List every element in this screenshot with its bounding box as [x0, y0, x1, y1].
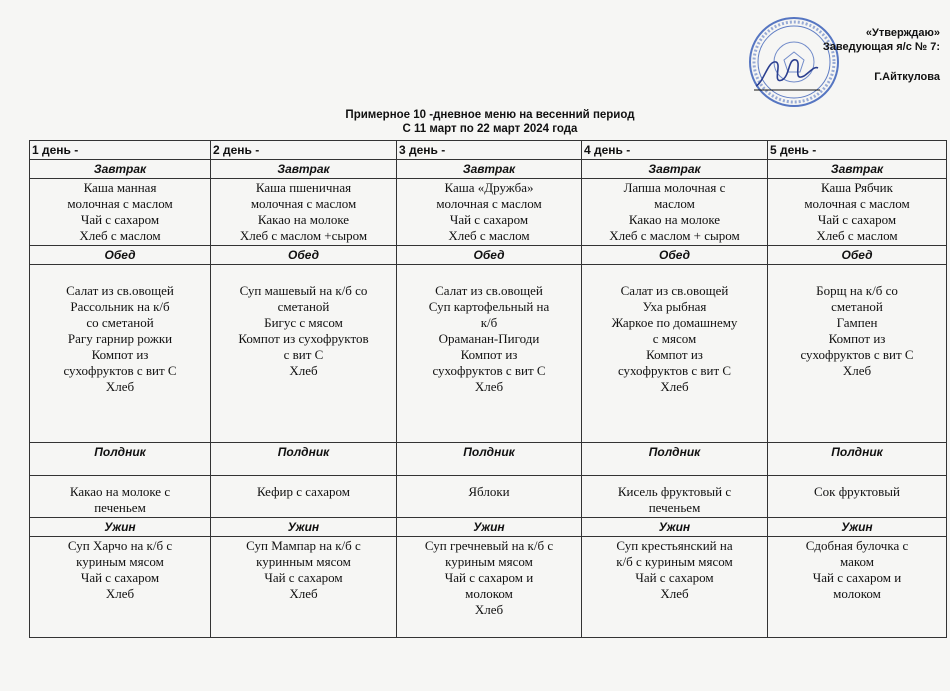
approval-line-1: «Утверждаю»: [865, 27, 940, 39]
dish-line: Хлеб с маслом: [79, 228, 161, 243]
dish-line: Хлеб с маслом: [448, 228, 530, 243]
dish-line: Рассольник на к/б: [70, 299, 170, 314]
dish-line: Яблоки: [468, 484, 510, 499]
day-header: 4 день -: [582, 141, 768, 160]
menu-cell: [582, 537, 768, 638]
menu-cell: [582, 476, 768, 518]
dish-line: Хлеб: [105, 379, 135, 394]
menu-cell: [582, 265, 768, 443]
dish-line: Хлеб: [474, 602, 504, 617]
menu-cell: [768, 537, 947, 638]
dish-line: Жаркое по домашнему: [611, 315, 738, 330]
dish-line: со сметаной: [86, 315, 154, 330]
dish-line: Какао на молоке с: [69, 484, 171, 499]
dish-line: Хлеб: [289, 363, 318, 378]
dish-line: к/б с куриным мясом: [616, 554, 733, 569]
dish-line: Суп крестьянский на: [616, 538, 733, 553]
meal-label: Ужин: [397, 518, 582, 537]
menu-cell: [397, 537, 582, 638]
dishes-row-poldnik: [30, 476, 947, 518]
dish-line: молоком: [833, 586, 881, 601]
dish-line: молочная с маслом: [804, 196, 910, 211]
dish-line: Рагу гарнир рожки: [67, 331, 173, 346]
dish-line: Сок фруктовый: [814, 484, 900, 499]
dish-line: Чай с сахаром: [817, 212, 897, 227]
menu-cell: [30, 265, 211, 443]
menu-cell: [768, 476, 947, 518]
meal-label: Полдник: [30, 443, 211, 476]
meal-label: Обед: [397, 246, 582, 265]
dish-line: Лапша молочная с: [623, 180, 726, 195]
meal-label: Полдник: [768, 443, 947, 476]
dish-line: Хлеб: [105, 586, 135, 601]
dish-line: Каша «Дружба»: [444, 180, 534, 195]
menu-cell: [211, 476, 397, 518]
menu-cell: [211, 265, 397, 443]
dish-line: Кисель фруктовый с: [617, 484, 732, 499]
dish-line: Салат из св.овощей: [435, 283, 543, 298]
meal-label: Ужин: [582, 518, 768, 537]
meal-row-uzhin: [30, 518, 947, 537]
dish-line: сухофруктов с вит С: [617, 363, 732, 378]
dish-line: Кефир с сахаром: [256, 484, 351, 499]
title-line-2: С 11 март по 22 март 2024 года: [402, 123, 578, 135]
dish-line: Компот из: [646, 347, 703, 362]
dish-line: Салат из св.овощей: [620, 283, 729, 298]
dish-line: Чай с сахаром: [449, 212, 529, 227]
dish-line: Чай с сахаром и: [812, 570, 902, 585]
title-line-1: Примерное 10 -дневное меню на весенний период: [345, 109, 635, 121]
dish-line: куриным мясом: [76, 554, 164, 569]
menu-cell: [211, 179, 397, 246]
dish-line: Каша Рябчик: [821, 180, 893, 195]
meal-label: Завтрак: [211, 160, 397, 179]
meal-label: Полдник: [582, 443, 768, 476]
dish-line: молочная с маслом: [250, 196, 357, 211]
dish-line: Какао на молоке: [628, 212, 721, 227]
dish-line: Компот из: [91, 347, 149, 362]
dish-line: Каша манная: [83, 180, 157, 195]
dish-line: Хлеб: [660, 379, 689, 394]
document-title: [260, 108, 720, 136]
dish-line: сметаной: [831, 299, 883, 314]
meal-label: Завтрак: [30, 160, 211, 179]
dish-line: с мясом: [652, 331, 697, 346]
meal-label: Полдник: [397, 443, 582, 476]
dish-line: Салат из св.овощей: [66, 283, 174, 298]
dish-line: Хлеб: [289, 586, 318, 601]
dish-line: Каша пшеничная: [255, 180, 352, 195]
dish-line: Компот из сухофруктов: [238, 331, 369, 346]
dish-line: Бигус с мясом: [264, 315, 343, 330]
meal-label: Ужин: [211, 518, 397, 537]
dishes-row-obed: [30, 265, 947, 443]
days-row: [30, 141, 947, 160]
dish-line: Хлеб с маслом: [816, 228, 898, 243]
approval-line-2: Заведующая я/с № 7:: [822, 41, 940, 53]
dish-line: Гампен: [836, 315, 878, 330]
dish-line: Борщ на к/б со: [816, 283, 898, 298]
dish-line: к/б: [480, 315, 498, 330]
meal-label: Ужин: [30, 518, 211, 537]
dishes-row-zavtrak: [30, 179, 947, 246]
dish-line: молоком: [465, 586, 513, 601]
menu-cell: [30, 179, 211, 246]
dish-line: Хлеб с маслом +сыром: [239, 228, 368, 243]
dish-line: Суп Мампар на к/б с: [246, 538, 361, 553]
dish-line: маком: [839, 554, 875, 569]
dish-line: Суп гречневый на к/б с: [424, 538, 554, 553]
menu-cell: [768, 179, 947, 246]
meal-label: Обед: [768, 246, 947, 265]
menu-cell: [30, 476, 211, 518]
meal-label: Завтрак: [397, 160, 582, 179]
dish-line: маслом: [654, 196, 695, 211]
dish-line: Сдобная булочка с: [805, 538, 909, 553]
meal-row-zavtrak: [30, 160, 947, 179]
dishes-row-uzhin: [30, 537, 947, 638]
meal-row-obed: [30, 246, 947, 265]
menu-cell: [211, 537, 397, 638]
menu-cell: [582, 179, 768, 246]
day-header: 2 день -: [211, 141, 397, 160]
day-header: 5 день -: [768, 141, 947, 160]
meal-label: Полдник: [211, 443, 397, 476]
dish-line: Компот из: [828, 331, 886, 346]
menu-cell: [768, 265, 947, 443]
dish-line: Ораманан-Пигоди: [438, 331, 540, 346]
dish-line: Суп машевый на к/б со: [239, 283, 368, 298]
menu-cell: [397, 179, 582, 246]
dish-line: Какао на молоке: [257, 212, 350, 227]
dish-line: печеньем: [648, 500, 701, 515]
meal-label: Завтрак: [582, 160, 768, 179]
meal-row-poldnik: [30, 443, 947, 476]
menu-cell: [397, 265, 582, 443]
dish-line: Суп картофельный на: [428, 299, 550, 314]
dish-line: Хлеб: [474, 379, 504, 394]
approval-block: [740, 26, 940, 84]
dish-line: с вит С: [283, 347, 324, 362]
dish-line: Уха рыбная: [642, 299, 707, 314]
menu-table: [29, 140, 947, 638]
meal-label: Ужин: [768, 518, 947, 537]
dish-line: куринным мясом: [256, 554, 351, 569]
menu-cell: [30, 537, 211, 638]
dish-line: молочная с маслом: [436, 196, 542, 211]
meal-label: Обед: [211, 246, 397, 265]
menu-cell: [397, 476, 582, 518]
day-header: 1 день -: [30, 141, 211, 160]
dish-line: молочная с маслом: [67, 196, 173, 211]
dish-line: сухофруктов с вит С: [432, 363, 546, 378]
dish-line: Чай с сахаром: [635, 570, 714, 585]
dish-line: Суп Харчо на к/б с: [67, 538, 173, 553]
dish-line: Чай с сахаром: [264, 570, 343, 585]
dish-line: Хлеб с маслом + сыром: [609, 228, 740, 243]
approval-line-3: Г.Айткулова: [874, 71, 940, 83]
dish-line: Чай с сахаром: [80, 570, 160, 585]
dish-line: сметаной: [277, 299, 330, 314]
day-header: 3 день -: [397, 141, 582, 160]
dish-line: Хлеб: [660, 586, 689, 601]
dish-line: Чай с сахаром: [80, 212, 160, 227]
dish-line: Хлеб: [842, 363, 872, 378]
meal-label: Завтрак: [768, 160, 947, 179]
dish-line: куриным мясом: [445, 554, 533, 569]
meal-label: Обед: [30, 246, 211, 265]
dish-line: сухофруктов с вит С: [63, 363, 177, 378]
dish-line: Компот из: [460, 347, 518, 362]
dish-line: Чай с сахаром и: [444, 570, 534, 585]
dish-line: печеньем: [94, 500, 146, 515]
meal-label: Обед: [582, 246, 768, 265]
dish-line: сухофруктов с вит С: [800, 347, 914, 362]
